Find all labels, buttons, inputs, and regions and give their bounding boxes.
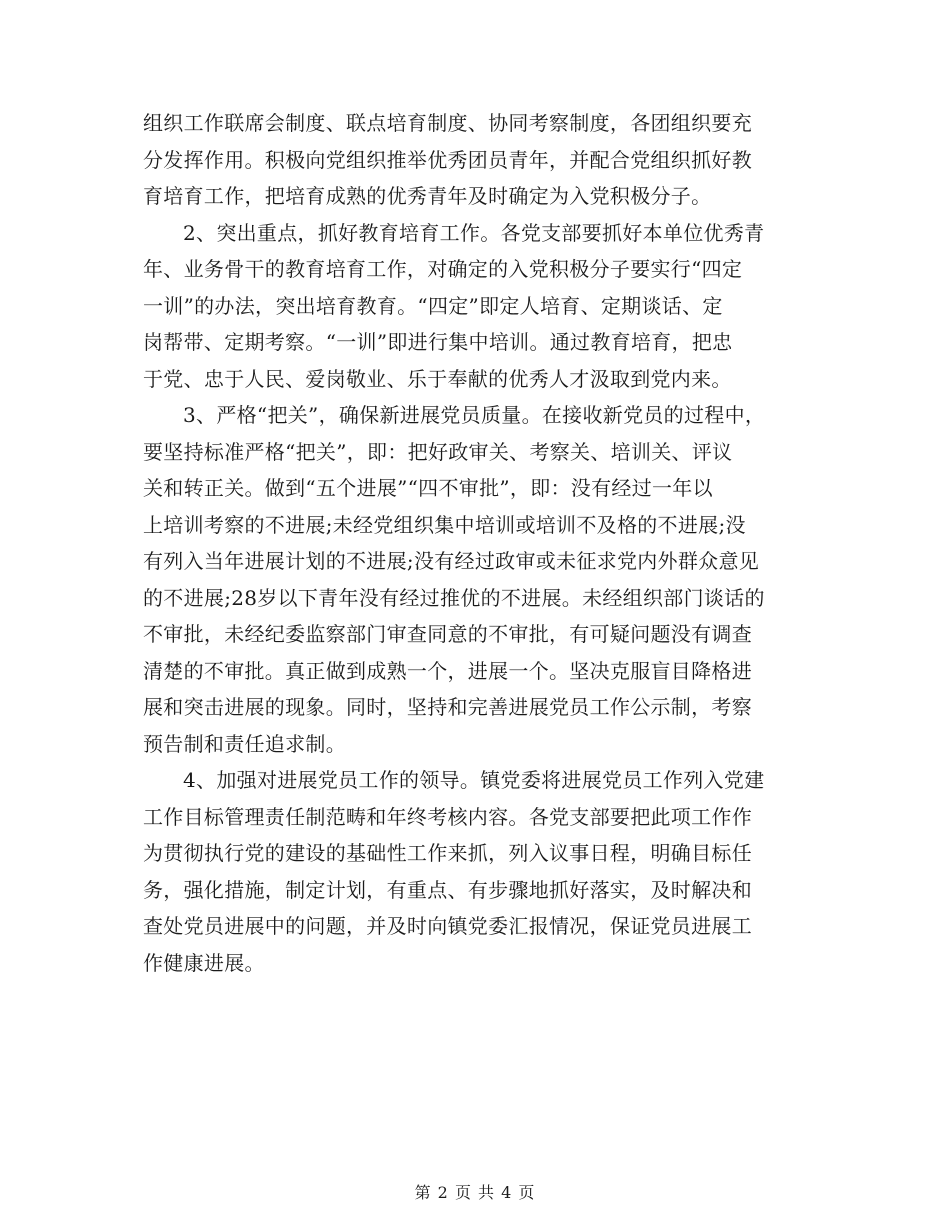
document-body	[143, 105, 833, 981]
text-line: 务，强化措施，制定计划，有重点、有步骤地抓好落实，及时解决和	[143, 877, 752, 902]
text-line: 工作目标管理责任制范畴和年终考核内容。各党支部要把此项工作作	[143, 804, 752, 829]
text-line: 关和转正关。做到“五个进展”“四不审批”，即：没有经过一年以	[143, 476, 713, 500]
text-line: 为贯彻执行党的建设的基础性工作来抓，列入议事日程，明确目标任	[143, 841, 752, 865]
text-line: 于党、忠于人民、爱岗敬业、乐于奉献的优秀人才汲取到党内来。	[143, 366, 732, 391]
text-line: 分发挥作用。积极向党组织推举优秀团员青年，并配合党组织抓好教	[143, 147, 752, 172]
text-line: 年、业务骨干的教育培育工作，对确定的入党积极分子要实行“四定	[143, 257, 743, 281]
text-line: 2、突出重点，抓好教育培育工作。各党支部要抓好本单位优秀青	[183, 220, 765, 245]
text-line: 岗帮带、定期考察。“一训”即进行集中培训。通过教育培育，把忠	[143, 330, 733, 354]
text-line: 查处党员进展中的问题，并及时向镇党委汇报情况，保证党员进展工	[143, 914, 752, 938]
text-line: 4、加强对进展党员工作的领导。镇党委将进展党员工作列入党建	[183, 768, 765, 792]
text-line: 要坚持标准严格“把关”，即：把好政审关、考察关、培训关、评议	[143, 439, 733, 464]
text-line: 不审批，未经纪委监察部门审查同意的不审批，有可疑问题没有调查	[143, 622, 752, 646]
text-line: 上培训考察的不进展;未经党组织集中培训或培训不及格的不进展;没	[143, 512, 746, 537]
text-line: 预告制和责任追求制。	[143, 731, 346, 756]
text-line: 一训”的办法，突出培育教育。“四定”即定人培育、定期谈话、定	[143, 293, 723, 318]
text-line: 的不进展;28岁以下青年没有经过推优的不进展。未经组织部门谈话的	[143, 585, 765, 610]
text-line: 3、严格“把关”，确保新进展党员质量。在接收新党员的过程中，	[183, 403, 766, 427]
text-line: 有列入当年进展计划的不进展;没有经过政审或未征求党内外群众意见	[143, 549, 760, 573]
text-line: 作健康进展。	[143, 950, 265, 975]
text-line: 清楚的不审批。真正做到成熟一个，进展一个。坚决克服盲目降格进	[143, 658, 752, 683]
text-line: 组织工作联席会制度、联点培育制度、协同考察制度，各团组织要充	[143, 111, 752, 135]
page-number-footer: 第 2 页 共 4 页	[414, 1183, 536, 1202]
text-line: 展和突击进展的现象。同时，坚持和完善进展党员工作公示制，考察	[143, 695, 752, 719]
text-line: 育培育工作，把培育成熟的优秀青年及时确定为入党积极分子。	[143, 184, 712, 208]
